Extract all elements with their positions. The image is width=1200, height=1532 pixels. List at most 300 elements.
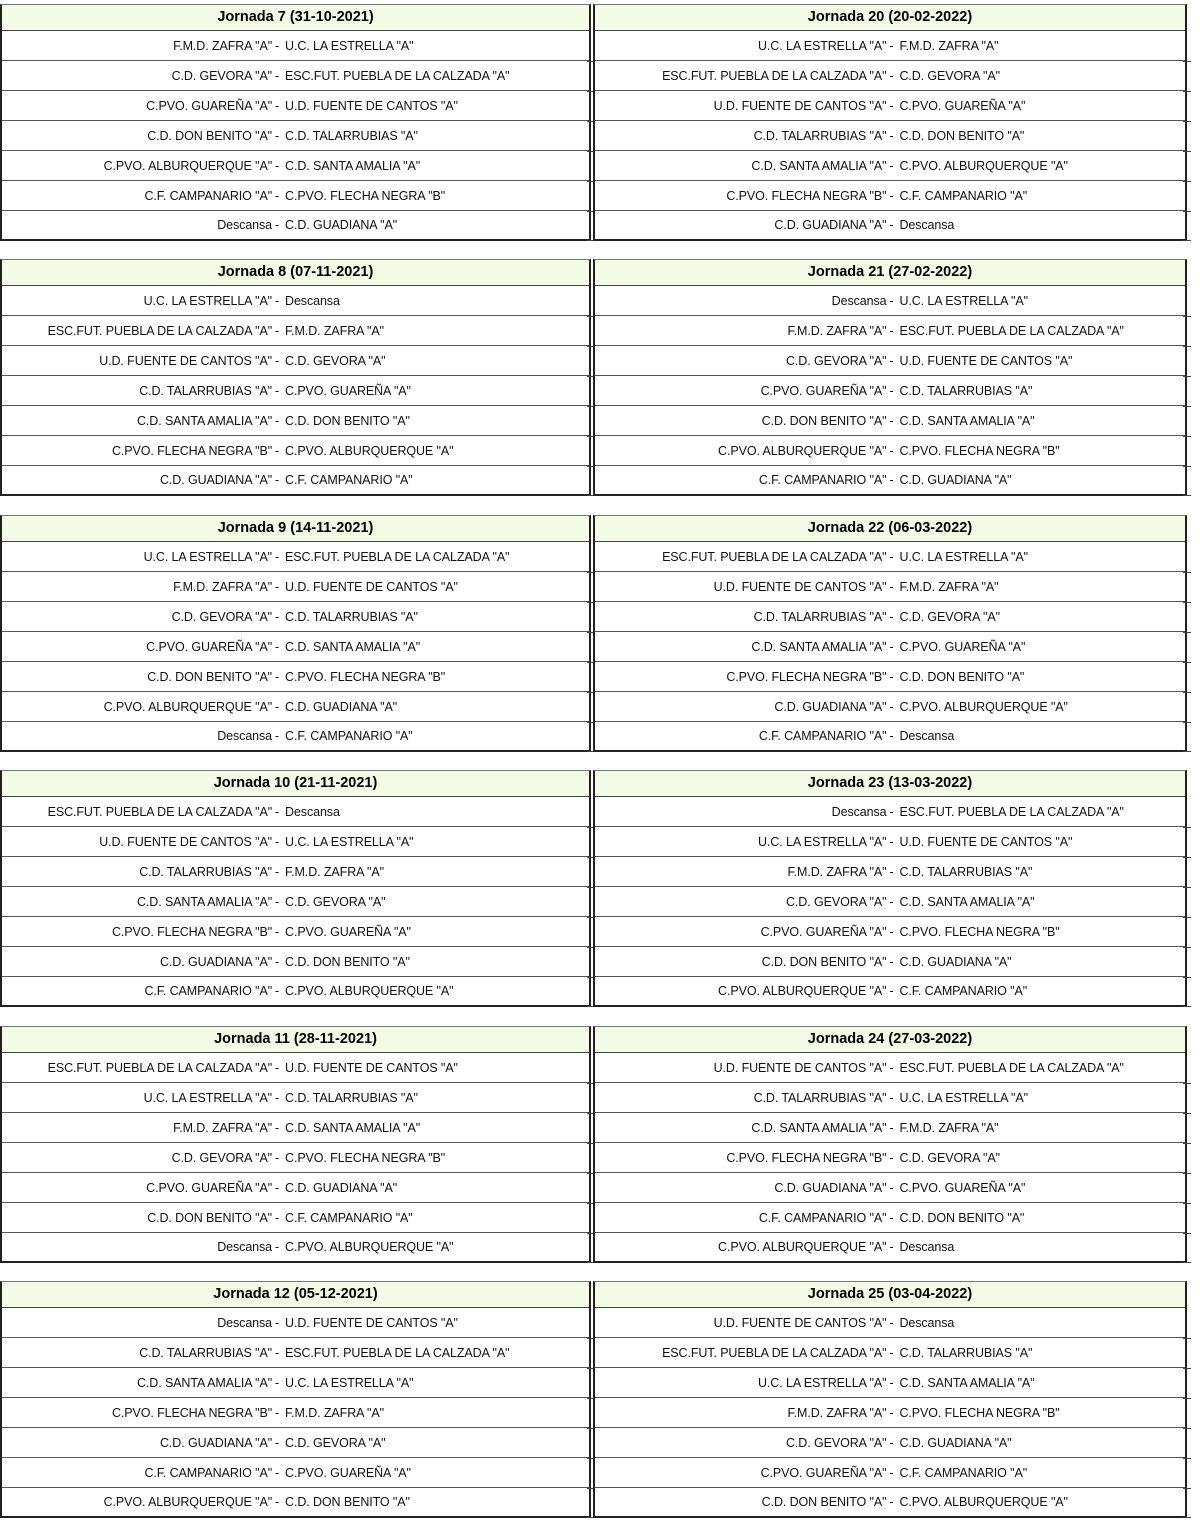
home-team: C.PVO. GUAREÑA "A" — [146, 640, 273, 654]
away-team: U.D. FUENTE DE CANTOS "A" — [285, 580, 458, 594]
jornada-title: Jornada 21 (27-02-2022) — [595, 260, 1185, 286]
home-team: Descansa — [217, 218, 273, 232]
home-team: C.PVO. FLECHA NEGRA "B" — [726, 670, 887, 684]
match-row — [595, 1458, 1185, 1488]
match-separator: - — [275, 384, 280, 398]
match-separator: - — [889, 1091, 894, 1105]
away-team: ESC.FUT. PUEBLA DE LA CALZADA "A" — [285, 69, 510, 83]
home-team: C.D. SANTA AMALIA "A" — [136, 895, 273, 909]
match-separator: - — [275, 69, 280, 83]
match-row — [2, 1338, 589, 1368]
row-tick-mark — [1183, 1262, 1191, 1263]
away-team: ESC.FUT. PUEBLA DE LA CALZADA "A" — [899, 805, 1124, 819]
match-row — [2, 1308, 589, 1338]
home-team: C.D. GEVORA "A" — [786, 1436, 887, 1450]
match-separator: - — [889, 550, 894, 564]
away-team: C.D. GUADIANA "A" — [285, 700, 398, 714]
away-team: C.PVO. ALBURQUERQUE "A" — [285, 444, 454, 458]
match-separator: - — [275, 473, 280, 487]
match-separator: - — [889, 835, 894, 849]
match-row — [2, 346, 589, 376]
match-row — [595, 1233, 1185, 1261]
home-team: C.D. GUADIANA "A" — [159, 473, 273, 487]
match-row — [595, 1338, 1185, 1368]
jornada-block — [593, 770, 1187, 1007]
away-team: C.F. CAMPANARIO "A" — [285, 473, 413, 487]
match-row — [2, 406, 589, 436]
match-separator: - — [275, 1121, 280, 1135]
away-team: C.F. CAMPANARIO "A" — [899, 1466, 1028, 1480]
match-separator: - — [275, 1091, 280, 1105]
away-team: C.PVO. FLECHA NEGRA "B" — [899, 925, 1060, 939]
home-team: C.D. GUADIANA "A" — [159, 1436, 273, 1450]
away-team: C.F. CAMPANARIO "A" — [285, 729, 413, 743]
match-separator: - — [889, 700, 894, 714]
jornada-block — [593, 4, 1187, 241]
home-team: C.D. TALARRUBIAS "A" — [753, 129, 887, 143]
match-separator: - — [889, 294, 894, 308]
match-separator: - — [889, 354, 894, 368]
away-team: C.PVO. FLECHA NEGRA "B" — [285, 670, 446, 684]
match-separator: - — [889, 1211, 894, 1225]
match-row — [2, 632, 589, 662]
away-team: C.PVO. FLECHA NEGRA "B" — [899, 444, 1060, 458]
jornada-block — [593, 515, 1187, 752]
away-team: Descansa — [285, 805, 340, 819]
match-row — [2, 91, 589, 121]
home-team: C.D. TALARRUBIAS "A" — [753, 1091, 887, 1105]
match-separator: - — [889, 218, 894, 232]
match-separator: - — [275, 1240, 280, 1254]
home-team: C.D. SANTA AMALIA "A" — [751, 640, 887, 654]
home-team: F.M.D. ZAFRA "A" — [787, 865, 887, 879]
match-separator: - — [889, 1181, 894, 1195]
match-row — [595, 1488, 1185, 1516]
match-separator: - — [275, 670, 280, 684]
away-team: C.PVO. FLECHA NEGRA "B" — [285, 1151, 446, 1165]
away-team: Descansa — [285, 294, 340, 308]
match-separator: - — [889, 444, 894, 458]
match-separator: - — [889, 129, 894, 143]
home-team: C.PVO. ALBURQUERQUE "A" — [103, 1495, 273, 1509]
away-team: C.D. GUADIANA "A" — [285, 218, 398, 232]
match-row — [2, 211, 589, 239]
match-separator: - — [275, 610, 280, 624]
match-row — [595, 376, 1185, 406]
jornada-block — [593, 259, 1187, 496]
match-row — [595, 1428, 1185, 1458]
home-team: F.M.D. ZAFRA "A" — [173, 580, 273, 594]
match-row — [595, 1053, 1185, 1083]
match-row — [2, 61, 589, 91]
match-separator: - — [889, 1240, 894, 1254]
match-row — [2, 376, 589, 406]
match-row — [2, 1398, 589, 1428]
away-team: U.D. FUENTE DE CANTOS "A" — [285, 1316, 458, 1330]
away-team: ESC.FUT. PUEBLA DE LA CALZADA "A" — [899, 324, 1124, 338]
jornada-title: Jornada 10 (21-11-2021) — [2, 771, 589, 797]
jornada-title: Jornada 12 (05-12-2021) — [2, 1282, 589, 1308]
home-team: ESC.FUT. PUEBLA DE LA CALZADA "A" — [47, 324, 273, 338]
match-separator: - — [275, 324, 280, 338]
home-team: C.PVO. FLECHA NEGRA "B" — [111, 1406, 273, 1420]
match-separator: - — [275, 189, 280, 203]
away-team: Descansa — [899, 1240, 955, 1254]
match-separator: - — [889, 99, 894, 113]
match-row — [2, 1428, 589, 1458]
match-row — [595, 542, 1185, 572]
match-separator: - — [889, 895, 894, 909]
away-team: F.M.D. ZAFRA "A" — [899, 39, 999, 53]
away-team: C.D. GUADIANA "A" — [899, 1436, 1012, 1450]
home-team: U.D. FUENTE DE CANTOS "A" — [713, 1061, 887, 1075]
away-team: C.D. GEVORA "A" — [285, 895, 386, 909]
row-tick-mark — [1183, 1517, 1191, 1518]
match-row — [595, 917, 1185, 947]
match-row — [2, 917, 589, 947]
home-team: C.D. GUADIANA "A" — [774, 218, 887, 232]
home-team: Descansa — [831, 805, 887, 819]
home-team: C.PVO. GUAREÑA "A" — [760, 1466, 887, 1480]
match-separator: - — [889, 1436, 894, 1450]
match-separator: - — [275, 99, 280, 113]
home-team: U.D. FUENTE DE CANTOS "A" — [99, 354, 273, 368]
away-team: U.C. LA ESTRELLA "A" — [285, 1376, 414, 1390]
away-team: Descansa — [899, 1316, 955, 1330]
row-tick-mark — [1183, 751, 1191, 752]
match-separator: - — [889, 1316, 894, 1330]
match-row — [2, 181, 589, 211]
match-separator: - — [275, 129, 280, 143]
match-row — [2, 1203, 589, 1233]
match-row — [2, 887, 589, 917]
match-row — [595, 1173, 1185, 1203]
match-separator: - — [275, 1436, 280, 1450]
away-team: F.M.D. ZAFRA "A" — [285, 1406, 384, 1420]
match-row — [2, 31, 589, 61]
home-team: ESC.FUT. PUEBLA DE LA CALZADA "A" — [47, 1061, 273, 1075]
home-team: C.D. DON BENITO "A" — [147, 1211, 273, 1225]
away-team: C.PVO. ALBURQUERQUE "A" — [899, 700, 1068, 714]
match-row — [595, 286, 1185, 316]
home-team: U.D. FUENTE DE CANTOS "A" — [713, 580, 887, 594]
match-row — [595, 181, 1185, 211]
match-row — [2, 722, 589, 750]
away-team: C.PVO. GUAREÑA "A" — [285, 1466, 411, 1480]
match-separator: - — [275, 835, 280, 849]
home-team: U.C. LA ESTRELLA "A" — [143, 1091, 273, 1105]
match-separator: - — [889, 69, 894, 83]
away-team: C.D. SANTA AMALIA "A" — [285, 640, 421, 654]
jornada-block — [593, 1026, 1187, 1263]
home-team: C.D. SANTA AMALIA "A" — [751, 159, 887, 173]
away-team: U.C. LA ESTRELLA "A" — [285, 39, 414, 53]
match-row — [2, 977, 589, 1005]
home-team: Descansa — [217, 1316, 273, 1330]
home-team: F.M.D. ZAFRA "A" — [787, 324, 887, 338]
match-row — [2, 572, 589, 602]
match-row — [2, 1233, 589, 1261]
jornada-title: Jornada 7 (31-10-2021) — [2, 5, 589, 31]
match-row — [595, 632, 1185, 662]
home-team: ESC.FUT. PUEBLA DE LA CALZADA "A" — [662, 1346, 887, 1360]
match-row — [595, 211, 1185, 239]
away-team: C.PVO. ALBURQUERQUE "A" — [285, 1240, 454, 1254]
jornada-title: Jornada 8 (07-11-2021) — [2, 260, 589, 286]
away-team: U.D. FUENTE DE CANTOS "A" — [899, 835, 1073, 849]
match-separator: - — [275, 580, 280, 594]
match-row — [2, 1143, 589, 1173]
match-separator: - — [889, 324, 894, 338]
match-row — [2, 286, 589, 316]
jornada-block — [593, 1281, 1187, 1518]
home-team: C.D. TALARRUBIAS "A" — [139, 1346, 273, 1360]
match-row — [2, 1083, 589, 1113]
match-separator: - — [275, 895, 280, 909]
away-team: C.D. DON BENITO "A" — [899, 129, 1025, 143]
row-tick-mark — [1183, 495, 1191, 496]
match-separator: - — [275, 1211, 280, 1225]
away-team: C.D. SANTA AMALIA "A" — [285, 159, 421, 173]
away-team: C.D. TALARRUBIAS "A" — [899, 384, 1033, 398]
match-row — [2, 1173, 589, 1203]
away-team: C.D. GEVORA "A" — [285, 1436, 386, 1450]
match-separator: - — [889, 384, 894, 398]
match-separator: - — [889, 1346, 894, 1360]
home-team: C.D. DON BENITO "A" — [761, 1495, 887, 1509]
home-team: C.D. GEVORA "A" — [786, 354, 887, 368]
match-separator: - — [275, 640, 280, 654]
home-team: C.D. GUADIANA "A" — [774, 700, 887, 714]
away-team: F.M.D. ZAFRA "A" — [285, 865, 384, 879]
match-separator: - — [889, 729, 894, 743]
home-team: C.D. DON BENITO "A" — [761, 955, 887, 969]
home-team: C.PVO. ALBURQUERQUE "A" — [718, 984, 887, 998]
away-team: C.D. GEVORA "A" — [899, 69, 1000, 83]
match-row — [2, 1113, 589, 1143]
match-row — [595, 406, 1185, 436]
home-team: C.D. GEVORA "A" — [171, 1151, 273, 1165]
match-row — [595, 31, 1185, 61]
match-row — [595, 692, 1185, 722]
away-team: U.D. FUENTE DE CANTOS "A" — [285, 1061, 458, 1075]
away-team: C.PVO. GUAREÑA "A" — [285, 384, 411, 398]
match-separator: - — [275, 925, 280, 939]
home-team: C.D. GEVORA "A" — [786, 895, 887, 909]
home-team: C.D. GEVORA "A" — [171, 69, 273, 83]
away-team: C.D. GUADIANA "A" — [899, 473, 1012, 487]
home-team: C.D. GEVORA "A" — [171, 610, 273, 624]
match-row — [595, 1113, 1185, 1143]
away-team: C.D. TALARRUBIAS "A" — [899, 1346, 1033, 1360]
match-row — [595, 857, 1185, 887]
away-team: F.M.D. ZAFRA "A" — [285, 324, 384, 338]
match-row — [2, 436, 589, 466]
match-row — [2, 151, 589, 181]
match-separator: - — [275, 414, 280, 428]
away-team: U.D. FUENTE DE CANTOS "A" — [899, 354, 1073, 368]
away-team: C.F. CAMPANARIO "A" — [285, 1211, 413, 1225]
away-team: U.D. FUENTE DE CANTOS "A" — [285, 99, 458, 113]
home-team: C.D. TALARRUBIAS "A" — [139, 865, 273, 879]
match-row — [595, 121, 1185, 151]
away-team: C.D. SANTA AMALIA "A" — [899, 414, 1035, 428]
match-separator: - — [275, 159, 280, 173]
match-row — [2, 1053, 589, 1083]
away-team: C.D. GEVORA "A" — [285, 354, 386, 368]
jornada-block — [0, 259, 591, 496]
away-team: ESC.FUT. PUEBLA DE LA CALZADA "A" — [285, 550, 510, 564]
away-team: Descansa — [899, 729, 955, 743]
match-row — [595, 662, 1185, 692]
match-row — [595, 1368, 1185, 1398]
match-row — [595, 602, 1185, 632]
match-separator: - — [889, 1151, 894, 1165]
jornada-block — [0, 4, 591, 241]
away-team: C.D. SANTA AMALIA "A" — [899, 1376, 1035, 1390]
jornada-title: Jornada 22 (06-03-2022) — [595, 516, 1185, 542]
home-team: C.D. SANTA AMALIA "A" — [136, 1376, 273, 1390]
home-team: C.D. TALARRUBIAS "A" — [753, 610, 887, 624]
match-separator: - — [889, 640, 894, 654]
jornada-title: Jornada 24 (27-03-2022) — [595, 1027, 1185, 1053]
home-team: C.PVO. FLECHA NEGRA "B" — [111, 925, 273, 939]
match-row — [595, 346, 1185, 376]
home-team: U.D. FUENTE DE CANTOS "A" — [99, 835, 273, 849]
home-team: C.PVO. FLECHA NEGRA "B" — [726, 1151, 887, 1165]
match-row — [2, 466, 589, 494]
home-team: C.D. SANTA AMALIA "A" — [751, 1121, 887, 1135]
away-team: U.C. LA ESTRELLA "A" — [899, 550, 1028, 564]
home-team: C.PVO. GUAREÑA "A" — [760, 384, 887, 398]
home-team: Descansa — [831, 294, 887, 308]
jornada-title: Jornada 25 (03-04-2022) — [595, 1282, 1185, 1308]
away-team: C.D. SANTA AMALIA "A" — [899, 895, 1035, 909]
home-team: C.PVO. ALBURQUERQUE "A" — [718, 444, 887, 458]
home-team: F.M.D. ZAFRA "A" — [173, 39, 273, 53]
home-team: C.D. SANTA AMALIA "A" — [136, 414, 273, 428]
match-separator: - — [889, 414, 894, 428]
home-team: Descansa — [217, 1240, 273, 1254]
home-team: C.PVO. ALBURQUERQUE "A" — [103, 159, 273, 173]
match-separator: - — [275, 955, 280, 969]
home-team: C.F. CAMPANARIO "A" — [758, 473, 887, 487]
match-separator: - — [889, 1406, 894, 1420]
away-team: C.D. GEVORA "A" — [899, 1151, 1000, 1165]
away-team: C.D. TALARRUBIAS "A" — [285, 1091, 418, 1105]
match-separator: - — [889, 473, 894, 487]
away-team: C.PVO. GUAREÑA "A" — [899, 1181, 1026, 1195]
match-row — [595, 61, 1185, 91]
home-team: C.D. DON BENITO "A" — [147, 129, 273, 143]
away-team: C.D. DON BENITO "A" — [285, 955, 410, 969]
away-team: C.D. DON BENITO "A" — [285, 1495, 410, 1509]
away-team: U.C. LA ESTRELLA "A" — [899, 294, 1028, 308]
away-team: F.M.D. ZAFRA "A" — [899, 1121, 999, 1135]
away-team: F.M.D. ZAFRA "A" — [899, 580, 999, 594]
match-separator: - — [275, 865, 280, 879]
home-team: ESC.FUT. PUEBLA DE LA CALZADA "A" — [47, 805, 273, 819]
match-row — [2, 947, 589, 977]
match-row — [595, 947, 1185, 977]
away-team: ESC.FUT. PUEBLA DE LA CALZADA "A" — [899, 1061, 1124, 1075]
match-separator: - — [275, 1466, 280, 1480]
home-team: U.C. LA ESTRELLA "A" — [143, 294, 273, 308]
match-row — [2, 1488, 589, 1516]
home-team: U.D. FUENTE DE CANTOS "A" — [713, 1316, 887, 1330]
away-team: C.D. TALARRUBIAS "A" — [285, 610, 418, 624]
away-team: U.C. LA ESTRELLA "A" — [899, 1091, 1028, 1105]
match-separator: - — [889, 865, 894, 879]
jornada-title: Jornada 23 (13-03-2022) — [595, 771, 1185, 797]
match-separator: - — [889, 1495, 894, 1509]
match-separator: - — [275, 39, 280, 53]
home-team: C.PVO. FLECHA NEGRA "B" — [111, 444, 273, 458]
match-row — [2, 797, 589, 827]
match-row — [595, 722, 1185, 750]
home-team: Descansa — [217, 729, 273, 743]
away-team: C.D. TALARRUBIAS "A" — [285, 129, 418, 143]
home-team: ESC.FUT. PUEBLA DE LA CALZADA "A" — [662, 550, 887, 564]
match-separator: - — [275, 700, 280, 714]
jornada-block — [0, 770, 591, 1007]
away-team: C.D. SANTA AMALIA "A" — [285, 1121, 421, 1135]
match-separator: - — [275, 1316, 280, 1330]
match-separator: - — [889, 1376, 894, 1390]
match-row — [595, 1308, 1185, 1338]
match-row — [595, 316, 1185, 346]
home-team: U.C. LA ESTRELLA "A" — [143, 550, 273, 564]
match-row — [595, 1083, 1185, 1113]
match-row — [2, 602, 589, 632]
match-separator: - — [889, 955, 894, 969]
match-row — [595, 466, 1185, 494]
home-team: C.PVO. ALBURQUERQUE "A" — [103, 700, 273, 714]
home-team: C.D. DON BENITO "A" — [761, 414, 887, 428]
match-separator: - — [275, 294, 280, 308]
jornada-block — [0, 1026, 591, 1263]
match-row — [2, 827, 589, 857]
match-separator: - — [275, 1061, 280, 1075]
jornada-title: Jornada 11 (28-11-2021) — [2, 1027, 589, 1053]
match-separator: - — [889, 805, 894, 819]
home-team: C.D. DON BENITO "A" — [147, 670, 273, 684]
match-separator: - — [275, 1406, 280, 1420]
match-separator: - — [275, 550, 280, 564]
match-row — [595, 436, 1185, 466]
home-team: C.F. CAMPANARIO "A" — [758, 1211, 887, 1225]
home-team: C.PVO. GUAREÑA "A" — [760, 925, 887, 939]
home-team: C.D. GUADIANA "A" — [774, 1181, 887, 1195]
match-separator: - — [889, 925, 894, 939]
match-separator: - — [889, 670, 894, 684]
match-row — [2, 316, 589, 346]
jornada-block — [0, 515, 591, 752]
home-team: C.PVO. GUAREÑA "A" — [146, 99, 273, 113]
home-team: C.PVO. ALBURQUERQUE "A" — [718, 1240, 887, 1254]
match-row — [595, 797, 1185, 827]
away-team: C.D. DON BENITO "A" — [899, 670, 1025, 684]
row-tick-mark — [1183, 240, 1191, 241]
match-row — [595, 887, 1185, 917]
match-separator: - — [275, 1376, 280, 1390]
away-team: U.C. LA ESTRELLA "A" — [285, 835, 414, 849]
match-row — [595, 572, 1185, 602]
match-row — [595, 977, 1185, 1005]
home-team: U.C. LA ESTRELLA "A" — [758, 835, 887, 849]
away-team: C.PVO. GUAREÑA "A" — [899, 99, 1026, 113]
home-team: C.D. TALARRUBIAS "A" — [139, 384, 273, 398]
